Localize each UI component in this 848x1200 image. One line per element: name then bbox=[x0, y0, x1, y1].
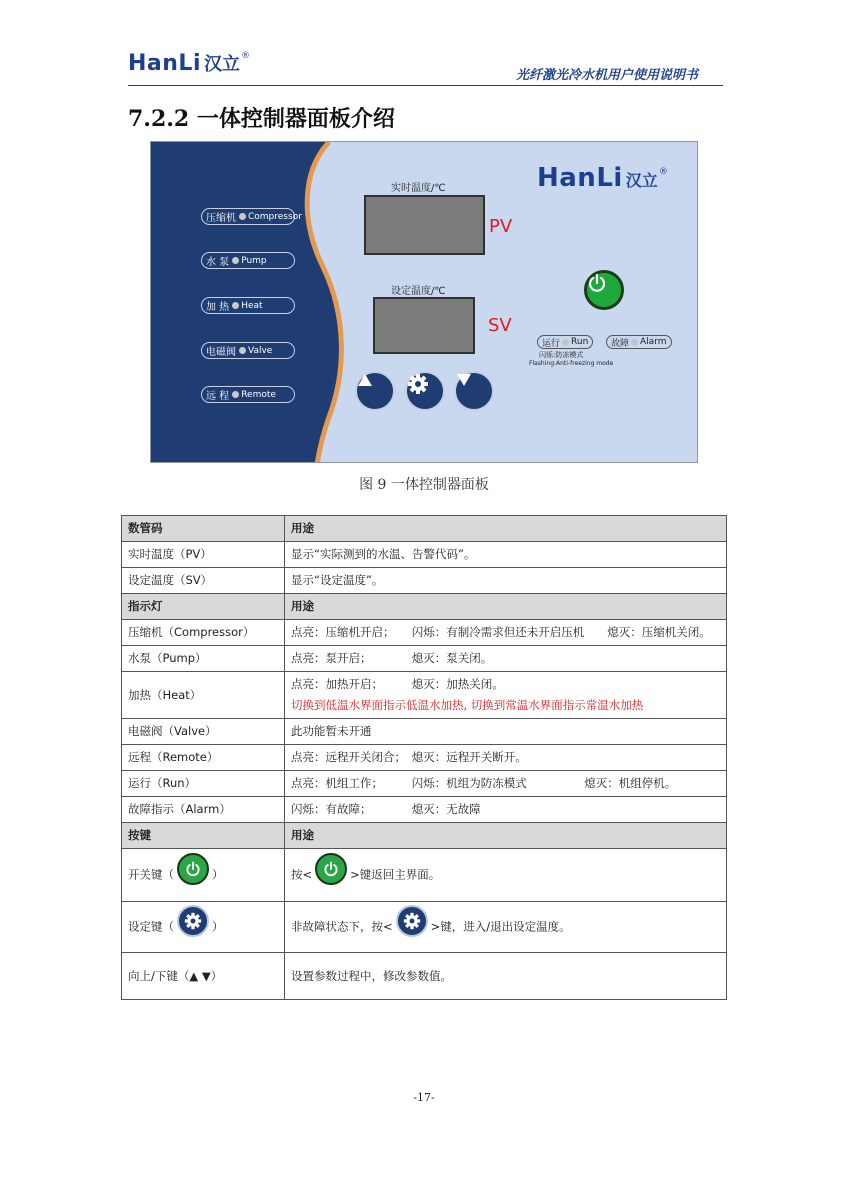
power-key-label-pre: 开关键（ bbox=[128, 867, 174, 882]
table-cell-name: 运行（Run） bbox=[122, 771, 285, 797]
table-cell-name: 水泵（Pump） bbox=[122, 646, 285, 672]
indicator-label-cn: 远 程 bbox=[206, 391, 230, 402]
run-label-cn: 运行 bbox=[542, 338, 561, 349]
table-cell-name bbox=[122, 849, 285, 902]
gear-icon bbox=[177, 905, 209, 937]
controller-panel-figure bbox=[150, 141, 698, 463]
indicator-label-en: Heat bbox=[241, 300, 263, 311]
table-row bbox=[122, 771, 727, 797]
flash-note-en: Flashing:Anti-freezing mode bbox=[529, 360, 614, 367]
table-cell-name bbox=[122, 902, 285, 953]
triangle-up-icon bbox=[357, 373, 373, 387]
table-row bbox=[122, 646, 727, 672]
set-button[interactable] bbox=[405, 371, 445, 411]
triangle-down-icon bbox=[456, 373, 472, 387]
table-cell-name: 实时温度（PV） bbox=[122, 542, 285, 568]
table-row bbox=[122, 849, 727, 902]
alarm-led bbox=[631, 339, 638, 346]
indicator-label-en: Remote bbox=[241, 389, 276, 400]
table-cell-name: 设定温度（SV） bbox=[122, 568, 285, 594]
table-row bbox=[122, 672, 727, 719]
heat-note: 切换到低温水界面指示低温水加热, 切换到常温水界面指示常温水加热 bbox=[291, 698, 644, 712]
table-row bbox=[122, 902, 727, 953]
figure-caption: 图 9 一体控制器面板 bbox=[359, 477, 489, 493]
registered-mark: ® bbox=[240, 51, 250, 61]
table-cell-name: 电磁阀（Valve） bbox=[122, 719, 285, 745]
section-heading: 7.2.2 一体控制器面板介绍 bbox=[128, 106, 395, 132]
heat-desc: 点亮：加热开启； 熄灭：加热关闭。 bbox=[291, 677, 504, 691]
table-row bbox=[122, 797, 727, 823]
indicator-compressor bbox=[201, 208, 302, 225]
table-cell-desc bbox=[285, 902, 727, 953]
table-row bbox=[122, 719, 727, 745]
indicator-label-en: Valve bbox=[248, 345, 273, 356]
power-key-label-post: ） bbox=[212, 867, 224, 882]
table-cell-desc bbox=[285, 849, 727, 902]
run-led bbox=[562, 339, 569, 346]
sv-display bbox=[373, 297, 475, 354]
indicator-label-en: Pump bbox=[241, 255, 267, 266]
set-key-label-pre: 设定键（ bbox=[128, 919, 174, 934]
indicator-label-en: Compressor bbox=[248, 211, 302, 222]
table-header-cell: 用途 bbox=[285, 594, 727, 620]
table-cell-name: 加热（Heat） bbox=[122, 672, 285, 719]
brand-logo-chinese: 汉立 bbox=[203, 54, 240, 75]
indicator-alarm bbox=[606, 335, 672, 349]
indicator-label-cn: 加 热 bbox=[206, 302, 230, 313]
up-button[interactable] bbox=[355, 371, 395, 411]
page-number: -17- bbox=[413, 1091, 435, 1104]
set-key-label-post: ） bbox=[212, 919, 224, 934]
table-cell-desc bbox=[285, 672, 727, 719]
table-header-cell: 指示灯 bbox=[122, 594, 285, 620]
power-icon bbox=[315, 853, 347, 885]
indicator-remote bbox=[201, 386, 295, 403]
table-cell-name: 远程（Remote） bbox=[122, 745, 285, 771]
gear-icon bbox=[407, 373, 429, 395]
table-row bbox=[122, 568, 727, 594]
alarm-label-en: Alarm bbox=[640, 337, 667, 347]
power-icon bbox=[177, 853, 209, 885]
registered-mark: ® bbox=[658, 167, 668, 177]
table-cell-name: 故障指示（Alarm） bbox=[122, 797, 285, 823]
power-button[interactable] bbox=[584, 270, 624, 310]
table-header-row bbox=[122, 823, 727, 849]
indicator-led bbox=[239, 213, 246, 220]
indicator-led bbox=[232, 257, 239, 264]
table-cell-desc: 此功能暂未开通 bbox=[285, 719, 727, 745]
indicator-label-cn: 压缩机 bbox=[206, 213, 236, 224]
table-cell-desc: 闪烁：有故障； 熄灭：无故障 bbox=[285, 797, 727, 823]
indicator-valve bbox=[201, 342, 295, 359]
table-cell-desc: 显示“实际测到的水温、告警代码”。 bbox=[285, 542, 727, 568]
alarm-label-cn: 故障 bbox=[611, 338, 630, 349]
pv-display bbox=[364, 195, 485, 255]
table-cell-name: 压缩机（Compressor） bbox=[122, 620, 285, 646]
indicator-label-cn: 电磁阀 bbox=[206, 347, 236, 358]
set-key-desc-post: >键，进入/退出设定温度。 bbox=[430, 919, 571, 934]
set-key-desc-pre: 非故障状态下，按< bbox=[291, 919, 393, 934]
table-row bbox=[122, 953, 727, 1000]
indicator-led bbox=[239, 347, 246, 354]
indicator-pump bbox=[201, 252, 295, 269]
table-header-cell: 按键 bbox=[122, 823, 285, 849]
indicator-run bbox=[537, 335, 593, 349]
indicator-led bbox=[232, 302, 239, 309]
pv-display-label: 实时温度/℃ bbox=[391, 183, 446, 194]
table-row bbox=[122, 542, 727, 568]
table-row bbox=[122, 620, 727, 646]
table-header-row bbox=[122, 516, 727, 542]
table-header-cell: 数管码 bbox=[122, 516, 285, 542]
table-row bbox=[122, 745, 727, 771]
brand-logo bbox=[128, 50, 250, 76]
run-label-en: Run bbox=[571, 337, 589, 347]
indicator-label-cn: 水 泵 bbox=[206, 257, 230, 268]
function-table bbox=[121, 515, 727, 1000]
table-header-cell: 用途 bbox=[285, 823, 727, 849]
table-header-row bbox=[122, 594, 727, 620]
indicator-heat bbox=[201, 297, 295, 314]
table-cell-desc: 设置参数过程中，修改参数值。 bbox=[285, 953, 727, 1000]
gear-icon bbox=[396, 905, 428, 937]
power-key-desc-pre: 按< bbox=[291, 867, 313, 882]
table-cell-desc: 点亮：压缩机开启； 闪烁：有制冷需求但还未开启压机 熄灭：压缩机关闭。 bbox=[285, 620, 727, 646]
power-key-desc-post: >键返回主界面。 bbox=[350, 867, 441, 882]
table-cell-desc: 点亮：机组工作； 闪烁：机组为防冻模式 熄灭：机组停机。 bbox=[285, 771, 727, 797]
table-header-cell: 用途 bbox=[285, 516, 727, 542]
sv-tag: SV bbox=[488, 315, 512, 336]
brand-logo-latin: HanLi bbox=[128, 51, 201, 76]
table-cell-name: 向上/下键（▲ ▼） bbox=[122, 953, 285, 1000]
down-button[interactable] bbox=[454, 371, 494, 411]
sv-display-label: 设定温度/℃ bbox=[391, 286, 446, 297]
header-rule bbox=[128, 85, 723, 86]
power-icon bbox=[587, 273, 607, 293]
indicator-led bbox=[232, 391, 239, 398]
table-cell-desc: 点亮：泵开启； 熄灭：泵关闭。 bbox=[285, 646, 727, 672]
table-cell-desc: 显示“设定温度”。 bbox=[285, 568, 727, 594]
panel-logo-latin: HanLi bbox=[537, 163, 623, 193]
pv-tag: PV bbox=[489, 216, 513, 237]
panel-brand-logo bbox=[537, 163, 668, 193]
document-title: 光纤激光冷水机用户使用说明书 bbox=[515, 68, 698, 83]
panel-logo-chinese: 汉立 bbox=[625, 171, 658, 190]
flash-note-cn: 闪烁:防冻模式 bbox=[539, 351, 584, 359]
table-cell-desc: 点亮：远程开关闭合； 熄灭：远程开关断开。 bbox=[285, 745, 727, 771]
